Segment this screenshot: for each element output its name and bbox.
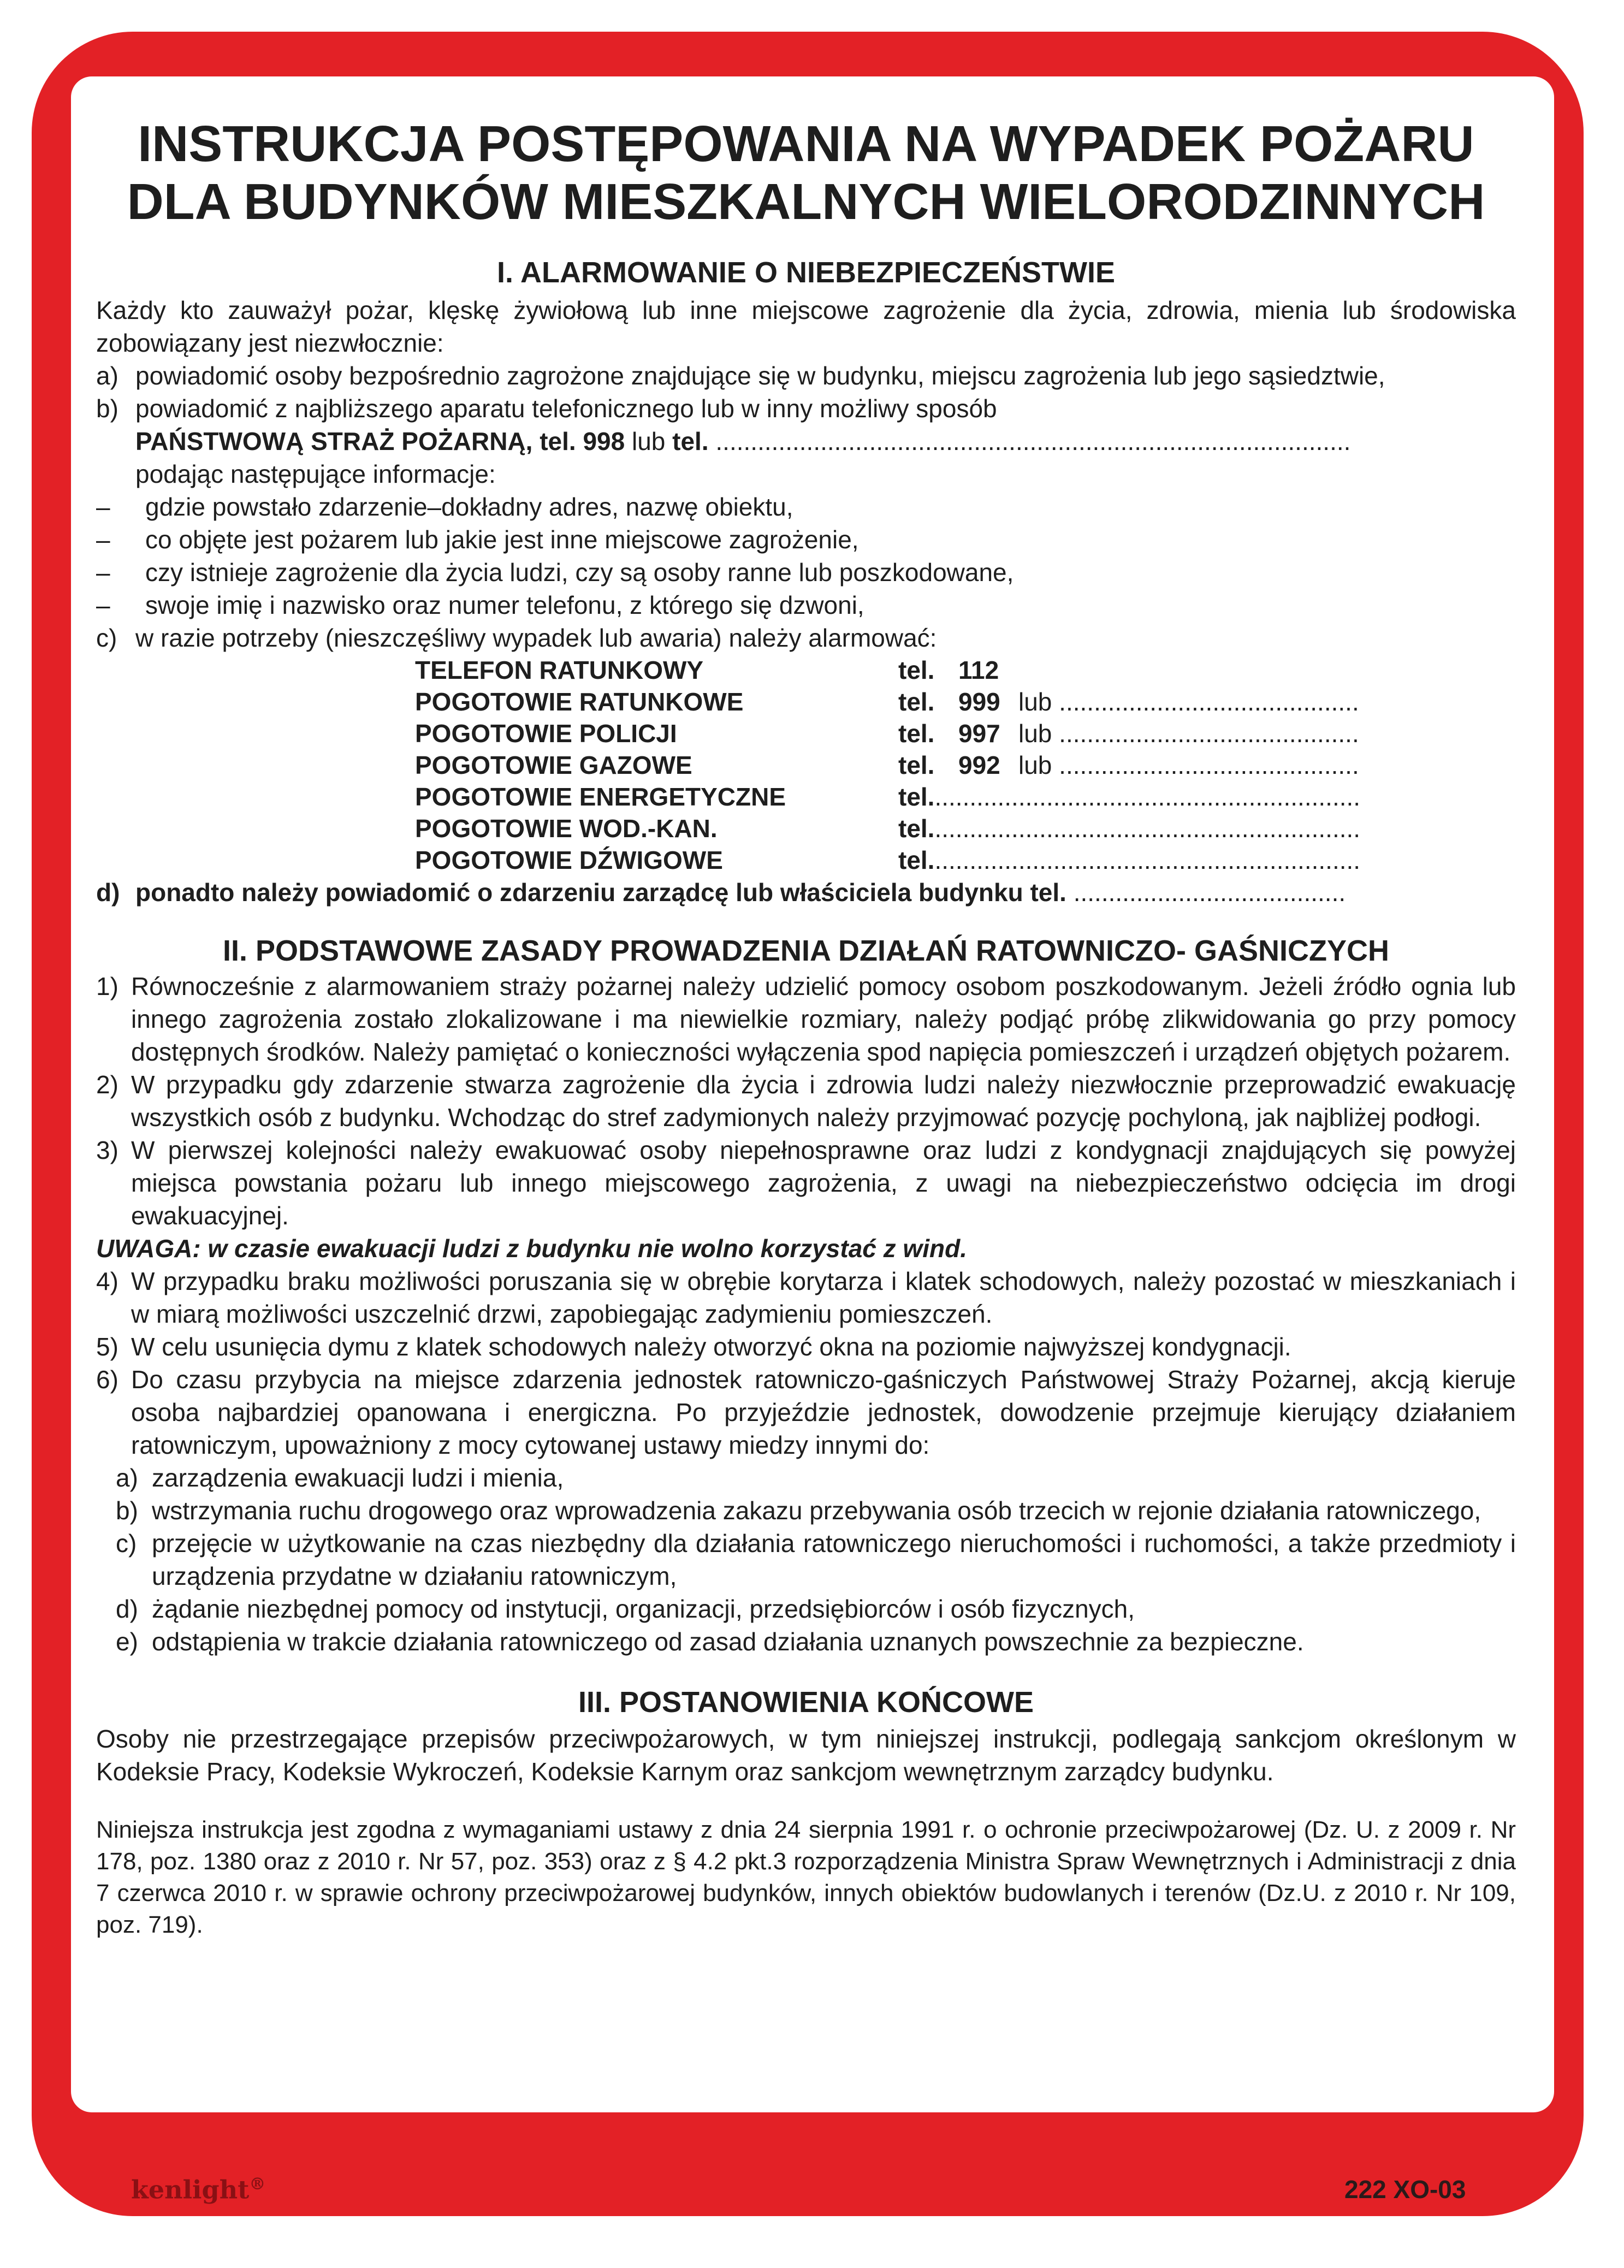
emergency-blank: ............................................................. — [934, 783, 1361, 811]
info-item-text: czy istnieje zagrożenie dla życia ludzi, czy są osoby ranne lub poszkodowane, — [145, 558, 1014, 587]
commander-power — [96, 1461, 1516, 1494]
emergency-tel-label: tel. — [898, 688, 935, 716]
emergency-row — [415, 813, 1516, 844]
legal-basis-text: Niniejsza instrukcja jest zgodna z wymaganiami ustawy z dnia 24 sierpnia 1991 r. o ochronie przeciwpożarowej (Dz. U. z 2009 r. Nr 178, poz. 1380 oraz z 2010 r. Nr 57, poz. 353) oraz z § 4.2 pkt.3 rozporządzenia Ministra Spraw Wewnętrznych i Administracji z dnia 7 czerwca 2010 r. w sprawie ochrony przeciwpożarowej budynków, innych obiektów budowlanych i terenów (Dz.U. z 2010 r. Nr 109, poz. 719). — [96, 1816, 1516, 1938]
emergency-number: 997 — [958, 719, 1000, 748]
item-text: W celu usunięcia dymu z klatek schodowych należy otworzyć okna na poziomie najwyższej kondygnacji. — [131, 1333, 1291, 1361]
instruction-content — [96, 115, 1516, 1941]
dash-bullet: – — [96, 558, 110, 587]
title-line-1: INSTRUKCJA POSTĘPOWANIA NA WYPADEK POŻARU — [138, 115, 1474, 172]
fire-brigade-tel: tel. — [672, 427, 709, 455]
item-text: żądanie niezbędnej pomocy od instytucji, organizacji, przedsiębiorców i osób fizycznych, — [152, 1595, 1135, 1623]
emergency-tel-label: tel. — [898, 814, 935, 843]
item-text: W pierwszej kolejności należy ewakuować osoby niepełnosprawne oraz ludzi z kondygnacji znajdujących się powyżej miejsca powstania pożaru lub innego miejscowego zagrożenia, z uwagi na niebezpieczeństwo odcięcia im drogi ewakuacyjnej. — [131, 1136, 1516, 1230]
emergency-tel-label: tel. — [898, 751, 935, 779]
commander-power — [96, 1527, 1516, 1592]
section-2-item — [96, 1068, 1516, 1134]
emergency-row — [415, 844, 1516, 876]
item-text: odstąpienia w trakcie działania ratowniczego od zasad działania uznanych powszechnie za bezpieczne. — [152, 1627, 1304, 1656]
item-label: c) — [116, 1529, 137, 1558]
emergency-blank: ............................................................. — [934, 814, 1361, 843]
info-item-text: gdzie powstało zdarzenie–dokładny adres, nazwę obiektu, — [145, 493, 793, 521]
item-text: wstrzymania ruchu drogowego oraz wprowadzenia zakazu przebywania osób trzecich w rejonie działania ratowniczego, — [152, 1496, 1481, 1525]
commander-power — [96, 1625, 1516, 1658]
item-label: d) — [96, 878, 120, 907]
item-text: Do czasu przybycia na miejsce zdarzenia jednostek ratowniczo-gaśniczych Państwowej Straży Pożarnej, akcją kieruje osoba najbardziej opanowana i energiczna. Po przyjeździe jednostek, dowodzenie przejmuje kierujący działaniem ratowniczym, upoważniony z mocy cytowanej ustawy miedzy innymi do: — [131, 1365, 1516, 1459]
item-label: a) — [96, 362, 118, 390]
emergency-row — [415, 654, 1516, 686]
emergency-service-name: POGOTOWIE POLICJI — [415, 719, 677, 748]
document-title — [96, 115, 1516, 230]
emergency-service-name: POGOTOWIE GAZOWE — [415, 751, 692, 779]
manager-notice: ponadto należy powiadomić o zdarzeniu zarządcę lub właściciela budynku tel. — [135, 878, 1066, 907]
dash-bullet: – — [96, 493, 110, 521]
item-text: przejęcie w użytkowanie na czas niezbędny dla działania ratowniczego nieruchomości i ruchomości, a także przedmioty i urządzenia przydatne w działaniu ratowniczym, — [152, 1529, 1516, 1590]
info-intro: podając następujące informacje: — [135, 460, 496, 488]
emergency-blank: lub ........................................... — [1018, 719, 1359, 748]
emergency-service-name: POGOTOWIE RATUNKOWE — [415, 688, 744, 716]
section-1-heading: I. ALARMOWANIE O NIEBEZPIECZEŃSTWIE — [496, 256, 1116, 289]
item-label: 5) — [96, 1333, 118, 1361]
section-1-item-d — [96, 876, 1516, 909]
info-item-text: co objęte jest pożarem lub jakie jest inne miejscowe zagrożenie, — [145, 525, 859, 554]
info-item — [96, 556, 1516, 589]
section-2-item — [96, 970, 1516, 1068]
emergency-number: 999 — [958, 688, 1000, 716]
emergency-service-name: TELEFON RATUNKOWY — [415, 656, 704, 684]
info-item — [96, 523, 1516, 556]
commander-power — [96, 1494, 1516, 1527]
item-label: 1) — [96, 972, 118, 1000]
item-text: powiadomić osoby bezpośrednio zagrożone znajdujące się w budynku, miejscu zagrożenia lub jego sąsiedztwie, — [135, 362, 1385, 390]
section-1-item-b — [96, 392, 1516, 425]
item-text: W przypadku braku możliwości poruszania się w obrębie korytarza i klatek schodowych, należy pozostać w mieszkaniach i w miarą możliwości uszczelnić drzwi, zapobiegając zadymieniu pomieszczeń. — [131, 1267, 1516, 1328]
section-2-heading: II. PODSTAWOWE ZASADY PROWADZENIA DZIAŁAŃ RATOWNICZO- GAŚNICZYCH — [223, 934, 1389, 967]
info-item — [96, 490, 1516, 523]
elevator-warning: UWAGA: w czasie ewakuacji ludzi z budynku nie wolno korzystać z wind. — [96, 1234, 967, 1263]
item-text: zarządzenia ewakuacji ludzi i mienia, — [152, 1464, 564, 1492]
emergency-tel-label: tel. — [898, 846, 935, 874]
fire-brigade-line — [96, 425, 1516, 458]
item-label: 6) — [96, 1365, 118, 1394]
item-label: a) — [116, 1464, 138, 1492]
item-text: powiadomić z najbliższego aparatu telefonicznego lub w inny możliwy sposób — [135, 394, 997, 423]
emergency-tel-label: tel. — [898, 719, 935, 748]
section-1-item-c — [96, 621, 1516, 654]
brand-name: kenlight — [131, 2175, 250, 2205]
section-3-heading: III. POSTANOWIENIA KOŃCOWE — [578, 1686, 1034, 1719]
emergency-number: 992 — [958, 751, 1000, 779]
item-label: 3) — [96, 1136, 118, 1164]
emergency-blank: lub ........................................... — [1018, 751, 1359, 779]
emergency-numbers-table — [415, 654, 1516, 876]
registered-mark: ® — [249, 2175, 266, 2194]
item-text: w razie potrzeby (nieszczęśliwy wypadek lub awaria) należy alarmować: — [135, 624, 937, 652]
info-item — [96, 589, 1516, 621]
item-text: Równocześnie z alarmowaniem straży pożarnej należy udzielić pomocy osobom poszkodowanym. Jeżeli źródło ognia lub innego zagrożenia zostało zlokalizowane i ma niewielkie rozmiary, należy podjąć próbę zlikwidowania go przy pomocy dostępnych środków. Należy pamiętać o konieczności wyłączenia spod napięcia pomieszczeń i urządzeń objętych pożarem. — [131, 972, 1516, 1066]
item-text: W przypadku gdy zdarzenie stwarza zagrożenie dla życia i zdrowia ludzi należy niezwłocznie przeprowadzić ewakuację wszystkich osób z budynku. Wchodząc do stref zadymionych należy przyjmować pozycję pochyloną, jak najbliżej podłogi. — [131, 1070, 1516, 1132]
sanctions-text: Osoby nie przestrzegające przepisów przeciwpożarowych, w tym niniejszej instrukcji, podlegają sankcjom określonym w Kodeksie Pracy, Kodeksie Wykroczeń, Kodeksie Karnym oraz sankcjom wewnętrznym zarządcy budynku. — [96, 1725, 1516, 1786]
item-text — [135, 876, 1516, 909]
emergency-blank: lub ........................................... — [1018, 688, 1359, 716]
emergency-row — [415, 781, 1516, 813]
emergency-row — [415, 749, 1516, 781]
item-label: 2) — [96, 1070, 118, 1099]
brand-logo — [131, 2175, 265, 2204]
fire-brigade-name: PAŃSTWOWĄ STRAŻ POŻARNĄ, tel. 998 — [135, 427, 625, 455]
emergency-row — [415, 718, 1516, 749]
section-2-item — [96, 1363, 1516, 1461]
item-label: b) — [116, 1496, 138, 1525]
section-1-item-a — [96, 359, 1516, 392]
item-label: e) — [116, 1627, 138, 1656]
title-line-2: DLA BUDYNKÓW MIESZKALNYCH WIELORODZINNYCH — [127, 173, 1485, 230]
dash-bullet: – — [96, 591, 110, 619]
commander-power — [96, 1592, 1516, 1625]
product-code: 222 XO-03 — [1344, 2175, 1466, 2204]
item-label: b) — [96, 394, 118, 423]
item-label: d) — [116, 1595, 138, 1623]
item-label: 4) — [96, 1267, 118, 1295]
emergency-blank: ............................................................. — [934, 846, 1361, 874]
emergency-tel-label: tel. — [898, 783, 935, 811]
section-2-item — [96, 1265, 1516, 1330]
section-2-item — [96, 1134, 1516, 1232]
emergency-service-name: POGOTOWIE DŹWIGOWE — [415, 846, 723, 874]
fire-brigade-or: lub — [625, 427, 673, 455]
item-label: c) — [96, 624, 117, 652]
emergency-service-name: POGOTOWIE WOD.-KAN. — [415, 814, 718, 843]
section-2-item — [96, 1330, 1516, 1363]
manager-phone-blank: ....................................... — [1066, 878, 1346, 907]
emergency-tel-label: tel. — [898, 656, 935, 684]
emergency-number: 112 — [958, 656, 999, 684]
info-item-text: swoje imię i nazwisko oraz numer telefonu, z którego się dzwoni, — [145, 591, 864, 619]
emergency-service-name: POGOTOWIE ENERGETYCZNE — [415, 783, 786, 811]
section-1-intro: Każdy kto zauważył pożar, klęskę żywiołową lub inne miejscowe zagrożenie dla życia, zdrowia, mienia lub środowiska zobowiązany jest niezwłocznie: — [96, 296, 1516, 357]
emergency-row — [415, 686, 1516, 718]
fire-brigade-blank: ........................................................................................... — [708, 427, 1351, 455]
dash-bullet: – — [96, 525, 110, 554]
